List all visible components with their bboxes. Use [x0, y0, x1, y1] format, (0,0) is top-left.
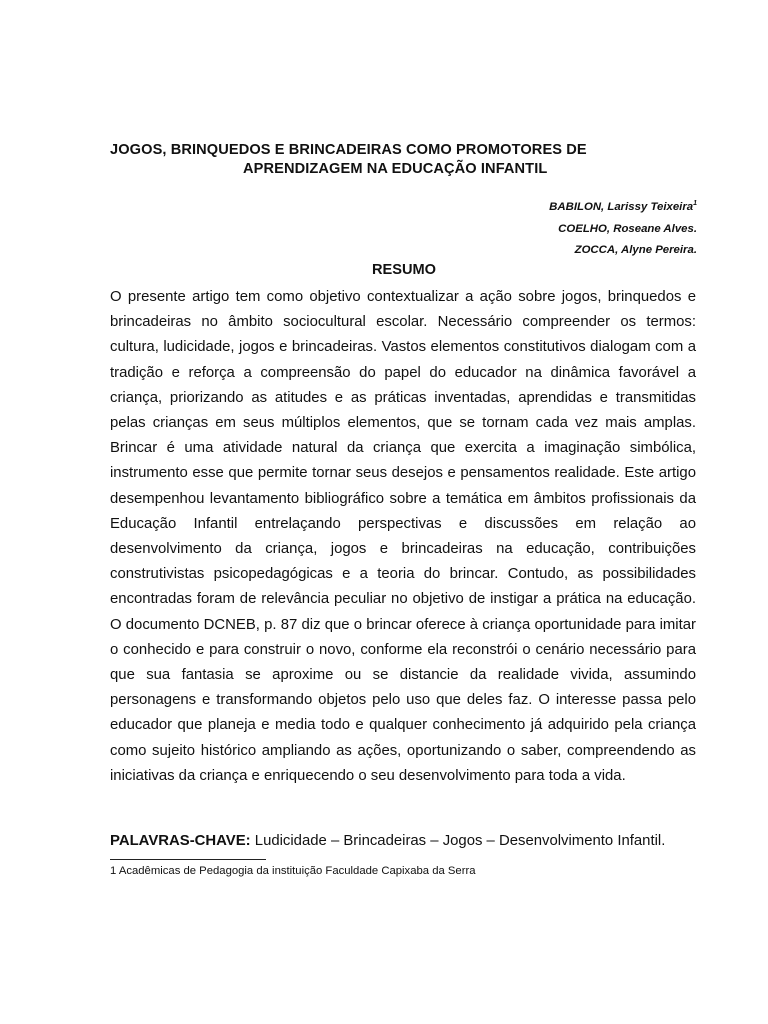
keywords-label: PALAVRAS-CHAVE: [110, 833, 251, 849]
author-name: COELHO, Roseane Alves. [558, 222, 697, 235]
footnote-separator [110, 859, 266, 860]
keywords-text: Ludicidade – Brincadeiras – Jogos – Desenvolvimento Infantil. [254, 833, 666, 849]
author-list [549, 197, 697, 262]
article-title [110, 141, 670, 179]
footnote-number: 1 [110, 865, 117, 877]
footnote [110, 863, 476, 879]
title-line-2: APRENDIZAGEM NA EDUCAÇÃO INFANTIL [243, 161, 548, 177]
author-entry [549, 219, 697, 241]
title-line-1: JOGOS, BRINQUEDOS E BRINCADEIRAS COMO PROMOTORES DE [110, 142, 587, 158]
author-name: ZOCCA, Alyne Pereira. [574, 244, 697, 256]
abstract-paragraph: O presente artigo tem como objetivo contextualizar a ação sobre jogos, brinquedos e brincadeiras no âmbito sociocultural escolar. Necessário compreender os termos: cultura, ludicidade, jogos e brincadeiras. Vastos elementos constitutivos dialogam com a tradição e reforça a compreensão do papel do educador na dinâmica favorável a criança, priorizando as atitudes e as práticas inventadas, aprendidas e transmitidas pelas crianças em seus múltiplos elementos, que se tornam cada vez mais amplas. Brincar é uma atividade natural da criança que exercita a imaginação simbólica, instrumento esse que permite tornar seus desejos e pensamentos realidade. Este artigo desempenhou levantamento bibliográfico sobre a temática em âmbitos profissionais da Educação Infantil entrelaçando perspectivas e discussões em relação ao desenvolvimento da criança, jogos e brincadeiras na educação, contribuições construtivistas psicopedagógicas e a teoria do brincar. Contudo, as possibilidades encontradas foram de relevância peculiar no objetivo de instigar a prática na educação. O documento DCNEB, p. 87 diz que o brincar oferece à criança oportunidade para imitar o conhecido e para construir o novo, conforme ela reconstrói o cenário necessário para que sua fantasia se aproxime ou se distancie da realidade vivida, assumindo personagens e transformando objetos pelo uso que deles faz. O interesse passa pelo educador que planeja e media todo e qualquer conhecimento já adquirido pela criança como sujeito histórico ampliando as ações, oportunizando o saber, compreendendo as iniciativas da criança e enriquecendo o seu desenvolvimento para toda a vida. [110, 289, 696, 784]
footnote-marker: 1 [693, 200, 697, 208]
author-entry [549, 197, 697, 219]
author-entry [549, 240, 697, 262]
footnote-text: Acadêmicas de Pedagogia da instituição Faculdade Capixaba da Serra [118, 865, 476, 877]
author-name: BABILON, Larissy Teixeira [549, 201, 694, 213]
keywords-line [110, 831, 710, 851]
abstract-heading: RESUMO [371, 262, 437, 278]
